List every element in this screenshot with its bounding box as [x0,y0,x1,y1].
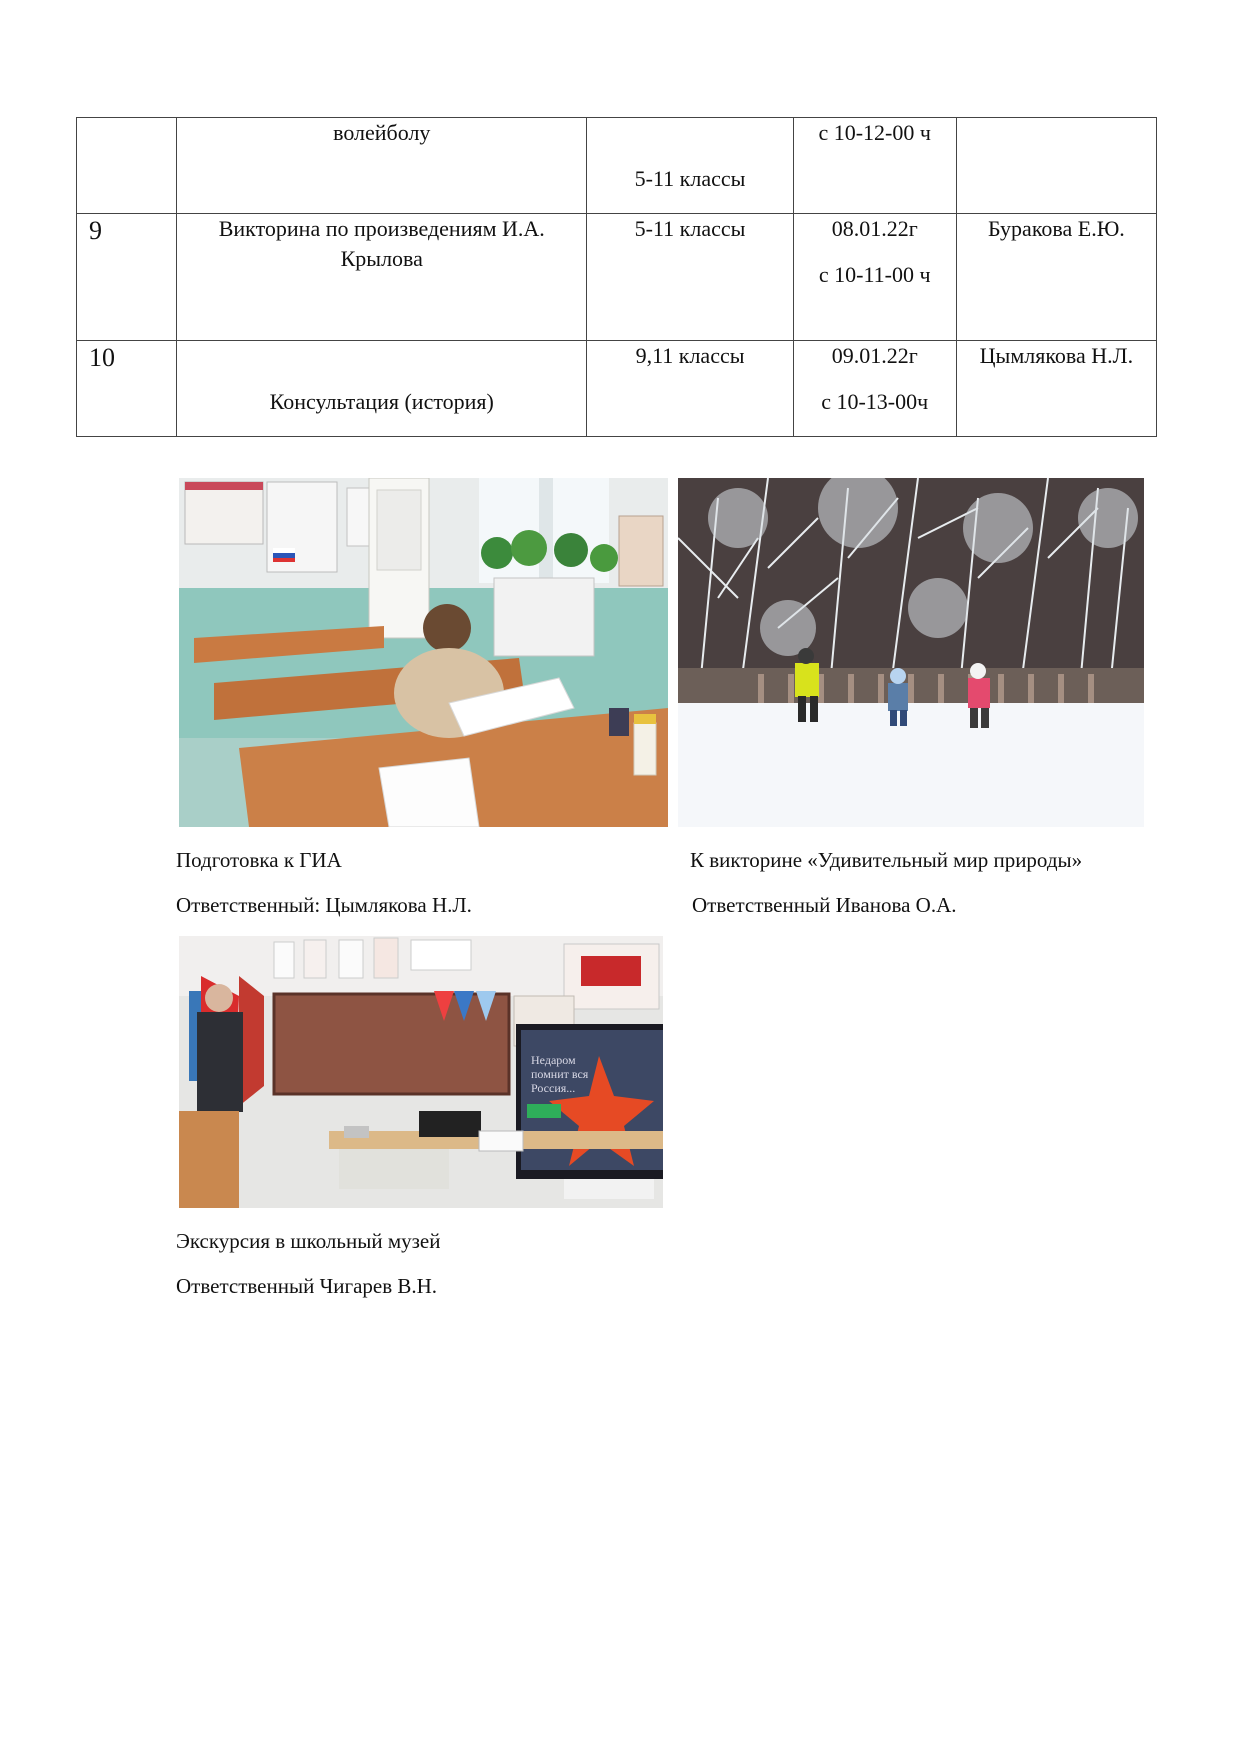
photo2-title: К викторине «Удивительный мир природы» [690,848,1083,872]
date-text: 09.01.22г [831,343,918,368]
classes-text: 5-11 классы [634,216,746,241]
photo2-responsible: Ответственный Иванова О.А. [692,893,957,917]
time-text: с 10-11-00 ч [818,262,931,287]
event-text: волейболу [333,120,431,145]
table-row [77,214,1157,341]
table-row [77,341,1157,437]
photo-school-museum [179,936,663,1208]
tv-text-line3: Россия... [531,1081,576,1095]
classes-cell [587,214,793,341]
tv-text-line2: помнит вся [531,1067,589,1081]
row-number: 9 [89,216,102,245]
event-text-line2: Крылова [340,246,423,271]
date-cell [793,214,956,341]
schedule-table [76,117,1157,437]
tv-text-line1: Недаром [531,1053,576,1067]
event-cell [177,118,587,214]
photo1-title: Подготовка к ГИА [176,848,342,872]
event-text-line1: Викторина по произведениям И.А. [218,216,545,241]
photo3-title: Экскурсия в школьный музей [176,1229,441,1253]
time-text: с 10-13-00ч [821,389,929,414]
classes-text: 5-11 классы [634,166,746,191]
responsible-cell [956,341,1156,437]
date-cell [793,118,956,214]
date-cell [793,341,956,437]
event-cell [177,214,587,341]
responsible-cell [956,118,1156,214]
classes-cell [587,341,793,437]
event-cell [177,341,587,437]
responsible-text: Цымлякова Н.Л. [979,343,1134,368]
photo-winter-nature [678,478,1144,827]
row-number: 10 [89,343,115,372]
classes-cell [587,118,793,214]
row-number-cell [77,118,177,214]
responsible-text: Буракова Е.Ю. [987,216,1125,241]
responsible-cell [956,214,1156,341]
event-text: Консультация (история) [269,389,494,414]
photo3-responsible: Ответственный Чигарев В.Н. [176,1274,438,1298]
photo1-responsible: Ответственный: Цымлякова Н.Л. [176,893,472,917]
time-text: с 10-12-00 ч [818,120,931,145]
date-text: 08.01.22г [831,216,918,241]
row-number-cell [77,341,177,437]
classes-text: 9,11 классы [635,343,745,368]
table-row [77,118,1157,214]
photo-gia-preparation [179,478,668,827]
row-number-cell [77,214,177,341]
